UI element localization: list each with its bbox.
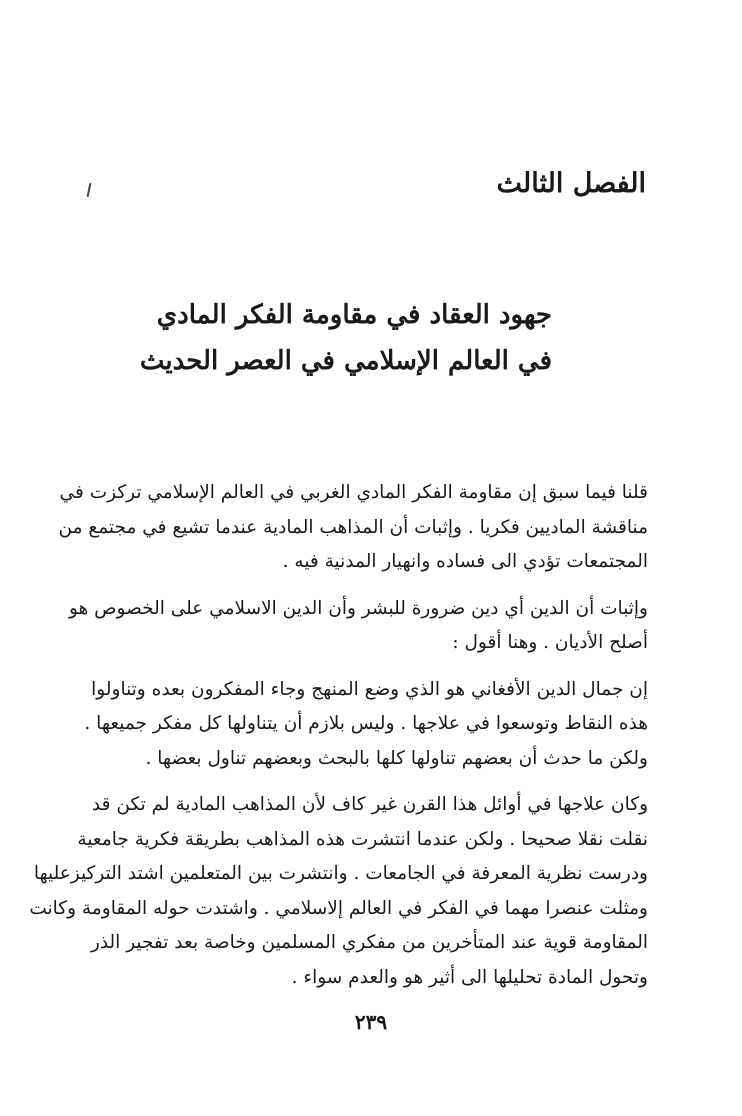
- text-line: ومثلت عنصرا مهما في الفكر في العالم إلاسلامي . واشتدت حوله المقاومة وكانت: [29, 897, 648, 919]
- text-line: وتحول المادة تحليلها الى أثير هو والعدم سواء .: [291, 966, 648, 988]
- margin-mark: [87, 183, 92, 197]
- body-text: [29, 476, 648, 1007]
- text-line: وكان علاجها في أوائل هذا القرن غير كاف لأن المذاهب المادية لم تكن قد: [91, 794, 648, 815]
- chapter-title: [140, 292, 552, 384]
- page-number: ٢٣٩: [354, 1010, 388, 1034]
- text-line: أصلح الأديان . وهنا أقول :: [452, 632, 648, 653]
- text-line: وإثبات أن الدين أي دين ضرورة للبشر وأن الدين الاسلامي على الخصوص هو: [68, 597, 648, 619]
- text-line: ودرست نظرية المعرفة في الجامعات . وانتشرت بين المتعلمين اشتد التركيزعليها: [33, 863, 648, 884]
- text-line: المجتمعات تؤدي الى فساده وانهيار المدنية فيه .: [282, 551, 648, 572]
- text-line: مناقشة الماديين فكريا . وإثبات أن المذاهب المادية عندما تشيع في مجتمع من: [58, 516, 648, 538]
- text-line: إن جمال الدين الأفغاني هو الذي وضع المنهج وجاء المفكرون بعده وتناولوا: [91, 678, 648, 700]
- text-line: المقاومة قوية عند المتأخرين من مفكري المسلمين وخاصة بعد تفجير الذر: [90, 932, 648, 953]
- chapter-title-line-2: في العالم الإسلامي في العصر الحديث: [139, 346, 552, 376]
- paragraph-2: [68, 592, 648, 661]
- text-line: نقلت نقلا صحيحا . ولكن عندما انتشرت هذه المذاهب بطريقة فكرية جامعية: [77, 828, 648, 850]
- paragraph-3: [84, 673, 648, 777]
- paragraph-4: [29, 788, 648, 995]
- text-line: ولكن ما حدث أن بعضهم تناولها كلها بالبحث وبعضهم تناول بعضها .: [145, 747, 648, 769]
- text-line: هذه النقاط وتوسعوا في علاجها . وليس بلازم أن يتناولها كل مفكر جميعها .: [84, 713, 648, 734]
- text-line: قلنا فيما سبق إن مقاومة الفكر المادي الغربي في العالم الإسلامي تركزت في: [59, 482, 648, 503]
- chapter-title-line-1: جهود العقاد في مقاومة الفكر المادي: [156, 300, 552, 330]
- paragraph-1: [58, 476, 648, 580]
- chapter-heading: الفصل الثالث: [496, 168, 646, 199]
